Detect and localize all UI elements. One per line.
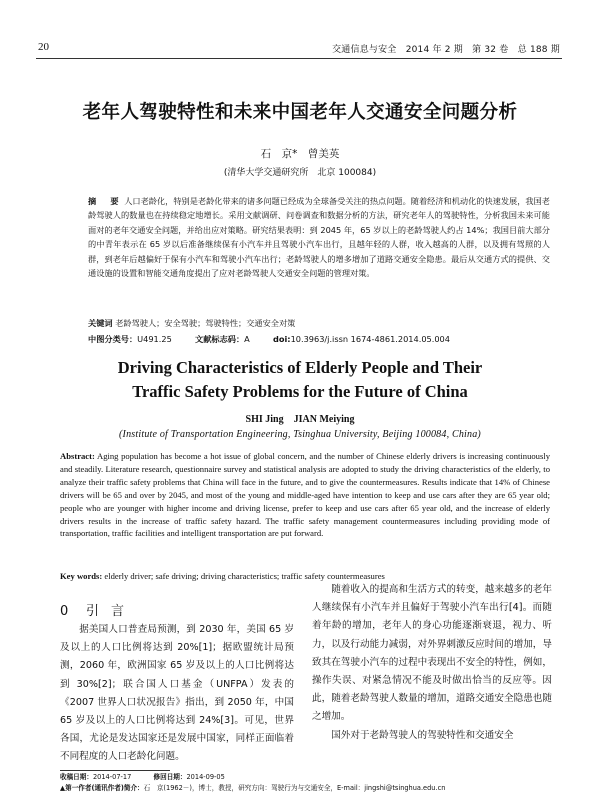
footnote-rule: [60, 770, 170, 771]
english-abstract-text: Aging population has become a hot issue of global concern, and the number of Chinese elderly drivers is increasing continuously and steadily. Literature research, questionnaire survey and statistical analysis are adopted to study the driving characteristics of the elderly, to analyze their traffic safety problems that China will face in the future, and to give the countermeasures. Results indicate that 14% of Chinese drivers will be 65 and over by 2045, and most of the young and middle-aged have intention to keep and use cars after they are 65 year old; people who are younger with higher income and driving license, prefer to keep and use cars after 65 year old, and the increase of elderly drivers results in the increase of traffic safety hazard. The traffic safety management countermeasures including providing mode of transportation, traffic facilities and intelligent transportation are put forward.: [60, 451, 550, 539]
english-abstract: [60, 450, 550, 540]
running-header: 交通信息与安全 2014 年 2 期 第 32 卷 总 188 期: [332, 45, 560, 55]
english-title: [0, 356, 600, 404]
classification-line: [88, 334, 550, 345]
page-number: 20: [38, 41, 49, 53]
chinese-keywords-label: 关键词: [88, 318, 113, 328]
received-label: 收稿日期：: [60, 773, 93, 781]
doi-value: 10.3963/j.issn 1674-4861.2014.05.004: [290, 334, 450, 344]
english-title-line-1: Driving Characteristics of Elderly People and Their: [117, 358, 483, 377]
intro-paragraph-2: 随着收入的提高和生活方式的转变，越来越多的老年人继续保有小汽车并且偏好于驾驶小汽车出行[4]。而随着年龄的增加，老年人的身心功能逐渐衰退，视力、听力，以及行动能力减弱，对外界刺激反应时间的增加，导致其在驾驶小汽车的过程中表现出不安全的特性，例如，操作失误、对紧急情况不能及时做出恰当的反应等。因此，随着老龄驾驶人数量的增加，道路交通安全隐患也随之增加。: [312, 584, 552, 723]
english-keywords-label: Key words:: [60, 571, 103, 581]
clc-value: U491.25: [137, 334, 172, 344]
english-keywords: [60, 571, 550, 581]
chinese-affiliation: (清华大学交通研究所 北京 100084): [223, 168, 377, 178]
author-note-text: 石 京(1962－)，博士，教授，研究方向：驾驶行为与交通安全，E-mail：jingshi@tsinghua.edu.cn: [143, 784, 446, 792]
footnote-author: [60, 783, 560, 794]
intro-paragraph-1: 据美国人口普查局预测，到 2030 年，美国 65 岁及以上的人口比例将达到 20%[1]；据欧盟统计局预测，2060 年，欧洲国家 65 岁及以上的人口比例将达到 30%[2]；联合国人口基金（UNFPA）发表的《2007 世界人口状况报告》指出，到 2050 年，中国 65 岁及以上的人口比例将达到 24%[3]。可见，世界各国，尤论是发达国家还是发展中国家，同样正面临着不同程度的人口老龄化问题。: [60, 624, 294, 763]
doi-label: doi:: [272, 334, 291, 344]
clc-label: 中图分类号：: [88, 334, 138, 344]
chinese-keywords-text: 老龄驾驶人；安全驾驶；驾驶特性；交通安全对策: [115, 318, 296, 328]
received-date: 2014-07-17: [92, 773, 132, 781]
chinese-abstract-label: 摘 要: [88, 196, 122, 206]
section-title-text: 引言: [86, 604, 137, 619]
doc-code-label: 文献标志码：: [195, 334, 245, 344]
english-title-line-2: Traffic Safety Problems for the Future of China: [132, 382, 468, 401]
revised-date: 2014-09-05: [186, 773, 225, 781]
chinese-keywords: [88, 318, 550, 329]
chinese-authors: 石 京* 曾美英: [260, 148, 340, 160]
doc-code-value: A: [244, 334, 250, 344]
chinese-title: 老年人驾驶特性和未来中国老年人交通安全问题分析: [82, 102, 518, 123]
author-note-label: ▲第一作者(通讯作者)简介：: [60, 784, 144, 792]
footnotes: [60, 772, 560, 794]
header-rule: [36, 58, 562, 59]
footnote-dates: [60, 772, 560, 783]
revised-label: 修回日期：: [153, 773, 187, 781]
english-authors: SHI Jing JIAN Meiying: [245, 414, 355, 425]
chinese-abstract-text: 人口老龄化，特别是老龄化带来的诸多问题已经成为全球备受关注的热点问题。随着经济和机动化的快速发展，我国老龄驾驶人的数量也在持续稳定地增长。采用文献调研、问卷调查和数据分析的方法，研究老年人的驾驶特性，分析我国未来可能面对的老年交通安全问题，并给出应对策略。研究结果表明：到 2045 年，65 岁以上的老龄驾驶人约占 14%；我国目前大部分的中青年表示在 65 岁以后准备继续保有小汽车并且驾驶小汽车出行，且越年轻的人群，收入越高的人群，以及拥有驾照的人群，到老年后越偏好于保有小汽车和驾驶小汽车出行；老龄驾驶人的增多增加了道路交通安全隐患。最后从交通方式的提供、交通设施的设置和智能交通角度提出了应对老龄驾驶人交通安全问题的管理对策。: [88, 196, 550, 279]
intro-paragraph-3: 国外对于老龄驾驶人的驾驶特性和交通安全: [331, 729, 514, 741]
section-heading-introduction: [60, 600, 136, 619]
english-abstract-label: Abstract:: [60, 451, 95, 461]
section-number: 0: [60, 604, 69, 619]
english-keywords-text: elderly driver; safe driving; driving characteristics; traffic safety countermeasures: [104, 571, 385, 581]
body-column-right: [312, 581, 552, 745]
english-affiliation: (Institute of Transportation Engineering, Tsinghua University, Beijing 100084, China): [119, 429, 481, 440]
chinese-abstract: [88, 194, 550, 280]
body-column-left: [60, 621, 294, 767]
